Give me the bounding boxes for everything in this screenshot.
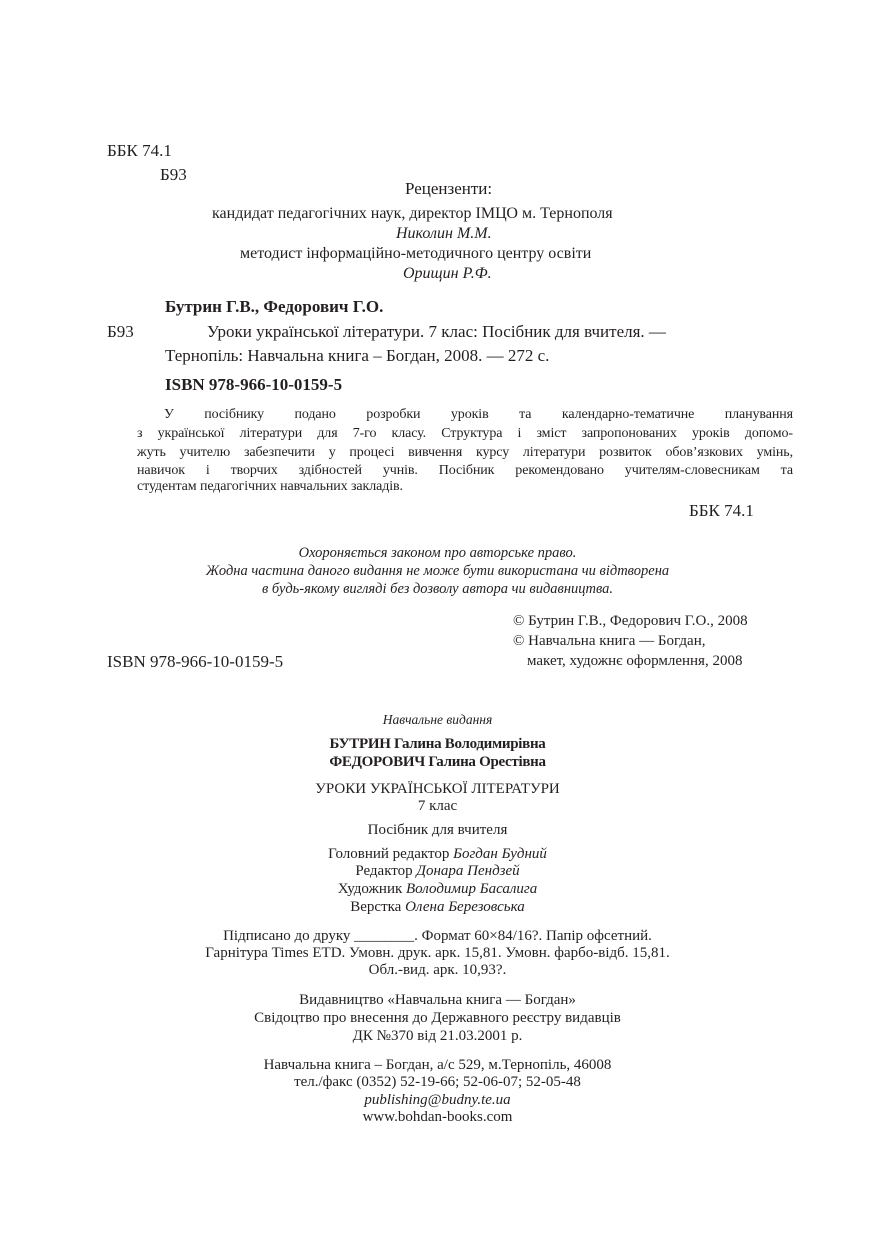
reviewer-2-name: Орищин Р.Ф. bbox=[403, 265, 492, 282]
copyright-line-2: © Навчальна книга — Богдан, bbox=[513, 633, 706, 649]
publisher-line: ДК №370 від 21.03.2001 р. bbox=[352, 1028, 523, 1044]
author-2-name: Галина Орестівна bbox=[428, 754, 546, 770]
reviewer-2-position: методист інформаційно-методичного центру освіти bbox=[240, 245, 592, 262]
publisher-line: Свідоцтво про внесення до Державного реєстру видавців bbox=[254, 1010, 621, 1026]
isbn-bottom: ISBN 978-966-10-0159-5 bbox=[107, 652, 284, 671]
author-mark-top: Б93 bbox=[160, 165, 187, 184]
credit-role: Головний редактор bbox=[328, 846, 450, 862]
annotation-line: жуть учителю забезпечити у процесі вивчення курсу літератури розвиток обов’язкових умінь, bbox=[137, 445, 793, 460]
imprint-title: УРОКИ УКРАЇНСЬКОЇ ЛІТЕРАТУРИ bbox=[315, 781, 560, 797]
copyright-line-3: макет, художнє оформлення, 2008 bbox=[527, 653, 743, 669]
credit-line bbox=[0, 864, 875, 879]
annotation-line: навичок і творчих здібностей учнів. Посібник рекомендовано учителям-словесникам та bbox=[137, 463, 793, 478]
annotation-line: У посібнику подано розробки уроків та календарно-тематичне планування bbox=[164, 407, 793, 422]
credit-role: Верстка bbox=[350, 899, 402, 915]
author-1-name: Галина Володимирівна bbox=[394, 736, 546, 752]
imprint-author-1 bbox=[0, 737, 875, 752]
notice-line: Жодна частина даного видання не може бути використана чи відтворена bbox=[205, 563, 670, 579]
credit-role: Редактор bbox=[355, 863, 413, 879]
author-2-surname: ФЕДОРОВИЧ bbox=[329, 754, 425, 770]
bib-title-line: Уроки української літератури. 7 клас: Посібник для вчителя. — bbox=[207, 322, 666, 341]
credit-name: Володимир Басалига bbox=[406, 881, 538, 897]
notice-line: в будь-якому вигляді без дозволу автора чи видавництва. bbox=[261, 581, 614, 597]
copyright-line-1: © Бутрин Г.В., Федорович Г.О., 2008 bbox=[513, 613, 748, 629]
print-info-line: Обл.-вид. арк. 10,93?. bbox=[368, 962, 507, 978]
reviewer-1-name: Николин М.М. bbox=[396, 225, 492, 242]
imprint-subtitle: Посібник для вчителя bbox=[367, 822, 508, 838]
bib-isbn: ISBN 978-966-10-0159-5 bbox=[165, 375, 343, 394]
print-info-line: Гарнітура Times ETD. Умовн. друк. арк. 15,81. Умовн. фарбо-відб. 15,81. bbox=[205, 945, 670, 961]
publisher-website: www.bohdan-books.com bbox=[362, 1109, 513, 1125]
annotation-line: студентам педагогічних навчальних закладів. bbox=[137, 479, 403, 494]
credit-name: Донара Пендзей bbox=[416, 863, 520, 879]
credit-line bbox=[0, 882, 875, 897]
bib-publisher-line: Тернопіль: Навчальна книга – Богдан, 2008. — 272 с. bbox=[165, 346, 550, 365]
annotation-line: з української літератури для 7-го класу. Структура і зміст запропонованих уроків допомо- bbox=[137, 426, 793, 441]
credit-name: Богдан Будний bbox=[453, 846, 547, 862]
credit-name: Олена Березовська bbox=[405, 899, 525, 915]
bbk-index-bottom: ББК 74.1 bbox=[689, 501, 754, 520]
bib-authors: Бутрин Г.В., Федорович Г.О. bbox=[165, 297, 384, 316]
author-1-surname: БУТРИН bbox=[329, 736, 391, 752]
bbk-index-top: ББК 74.1 bbox=[107, 141, 172, 160]
notice-line: Охороняється законом про авторське право. bbox=[298, 545, 577, 561]
imprint-author-2 bbox=[0, 755, 875, 770]
edition-type: Навчальне видання bbox=[382, 712, 493, 727]
publisher-email: publishing@budny.te.ua bbox=[364, 1092, 511, 1108]
imprint-grade: 7 клас bbox=[417, 798, 458, 814]
publisher-line: Видавництво «Навчальна книга — Богдан» bbox=[299, 992, 576, 1008]
credit-line bbox=[0, 847, 875, 862]
bib-mark: Б93 bbox=[107, 322, 134, 341]
credit-line bbox=[0, 900, 875, 915]
publisher-phone: тел./факс (0352) 52-19-66; 52-06-07; 52-05-48 bbox=[294, 1074, 581, 1090]
print-info-line: Підписано до друку ________. Формат 60×84/16?. Папір офсетний. bbox=[223, 928, 652, 944]
credit-role: Художник bbox=[337, 881, 403, 897]
reviewer-1-position: кандидат педагогічних наук, директор ІМЦО м. Тернополя bbox=[212, 205, 613, 222]
reviewers-heading: Рецензенти: bbox=[405, 179, 493, 198]
publisher-address: Навчальна книга – Богдан, а/с 529, м.Тернопіль, 46008 bbox=[263, 1057, 612, 1073]
